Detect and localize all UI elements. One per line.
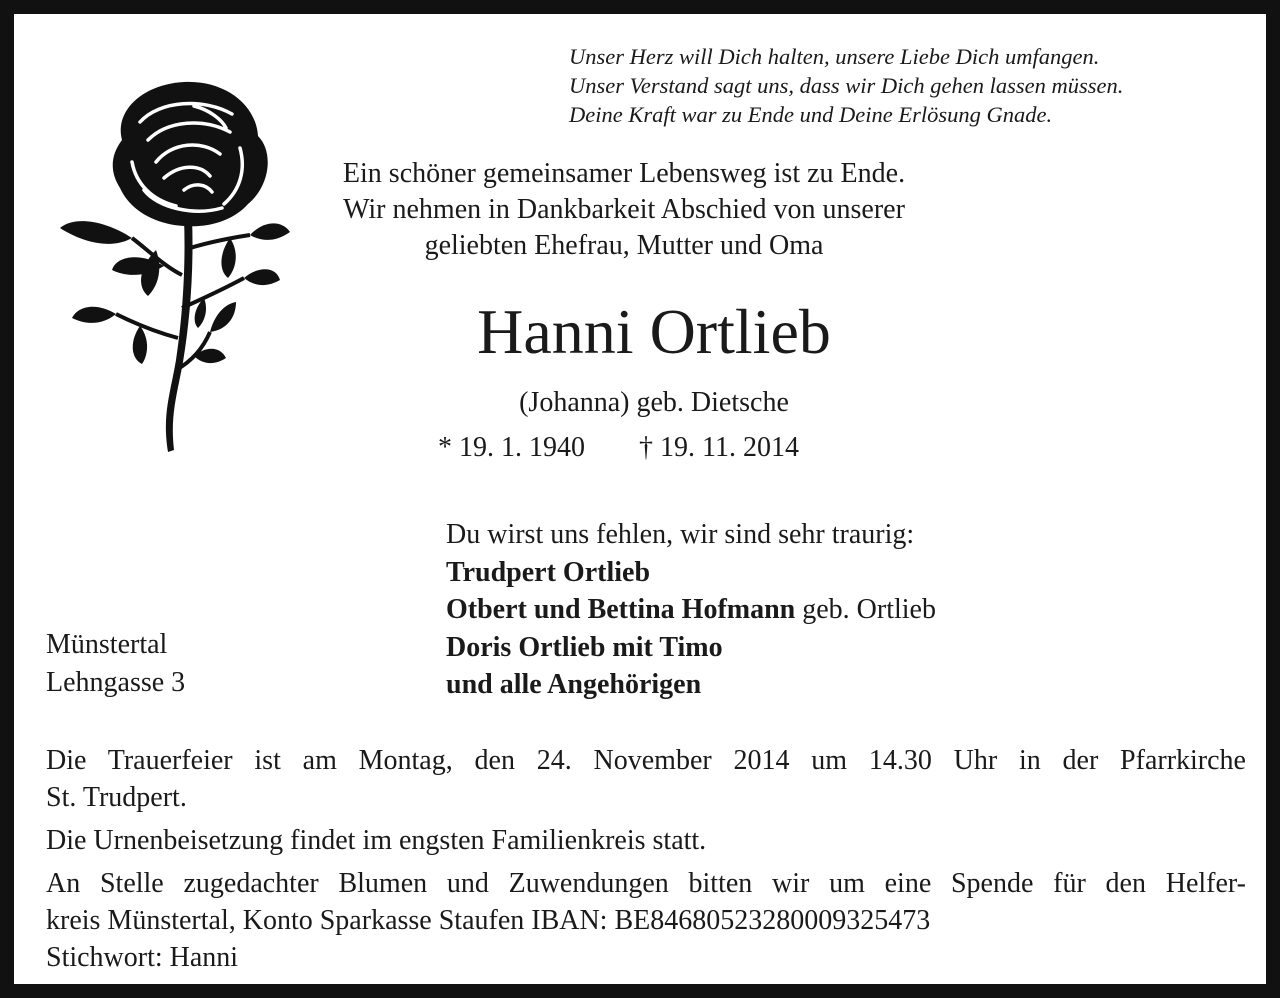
- donation-keyword: Stichwort: Hanni: [46, 942, 239, 973]
- urn-line: Die Urnenbeisetzung findet im engsten Familienkreis statt.: [46, 825, 707, 856]
- poem-line: Deine Kraft war zu Ende und Deine Erlösung Gnade.: [569, 102, 1053, 127]
- funeral-notice: [46, 742, 1246, 816]
- mourner-entry: [446, 591, 936, 629]
- address-street: Lehngasse 3: [46, 666, 186, 698]
- mourner-suffix: geb. Ortlieb: [795, 594, 936, 625]
- address-town: Münstertal: [46, 629, 168, 660]
- birth-name: (Johanna) geb. Dietsche: [519, 387, 789, 418]
- intro-text: [324, 156, 924, 264]
- birth-date: * 19. 1. 1940: [438, 432, 585, 463]
- funeral-line: St. Trudpert.: [46, 782, 187, 813]
- urn-notice: [46, 822, 1246, 859]
- mourner-name: Doris Ortlieb mit Timo: [446, 631, 723, 663]
- death-date: † 19. 11. 2014: [639, 432, 799, 463]
- donation-line: kreis Münstertal, Konto Sparkasse Staufen IBAN: BE84680523280009325473: [46, 905, 931, 936]
- donation-line: An Stelle zugedachter Blumen und Zuwendungen bitten wir um eine Spende für den Helfer-: [46, 868, 1246, 899]
- rose-icon: [44, 70, 294, 470]
- mourner-entry: [446, 666, 936, 704]
- poem-line: Unser Verstand sagt uns, dass wir Dich gehen lassen müssen.: [569, 73, 1124, 98]
- mourners-intro: Du wirst uns fehlen, wir sind sehr traurig:: [446, 519, 915, 550]
- donation-notice: [46, 865, 1246, 976]
- intro-line: Wir nehmen in Dankbarkeit Abschied von unserer: [343, 194, 905, 225]
- address: [46, 626, 185, 701]
- mourner-name: Otbert und Bettina Hofmann: [446, 594, 796, 625]
- notes: [46, 742, 1246, 982]
- intro-line: geliebten Ehefrau, Mutter und Oma: [424, 230, 824, 261]
- mourner-entry: [446, 554, 936, 592]
- mourner-entry: [446, 629, 936, 667]
- life-dates: [438, 430, 799, 466]
- intro-line: Ein schöner gemeinsamer Lebensweg ist zu Ende.: [342, 158, 906, 189]
- poem-line: Unser Herz will Dich halten, unsere Liebe Dich umfangen.: [569, 44, 1100, 69]
- mourner-name: Trudpert Ortlieb: [446, 556, 651, 588]
- funeral-line: Die Trauerfeier ist am Montag, den 24. November 2014 um 14.30 Uhr in der Pfarrkirche: [46, 745, 1246, 776]
- poem: [569, 42, 1123, 129]
- mourners-list: [446, 516, 936, 704]
- deceased-name: Hanni Ortlieb: [477, 296, 831, 367]
- mourner-name: und alle Angehörigen: [446, 669, 702, 700]
